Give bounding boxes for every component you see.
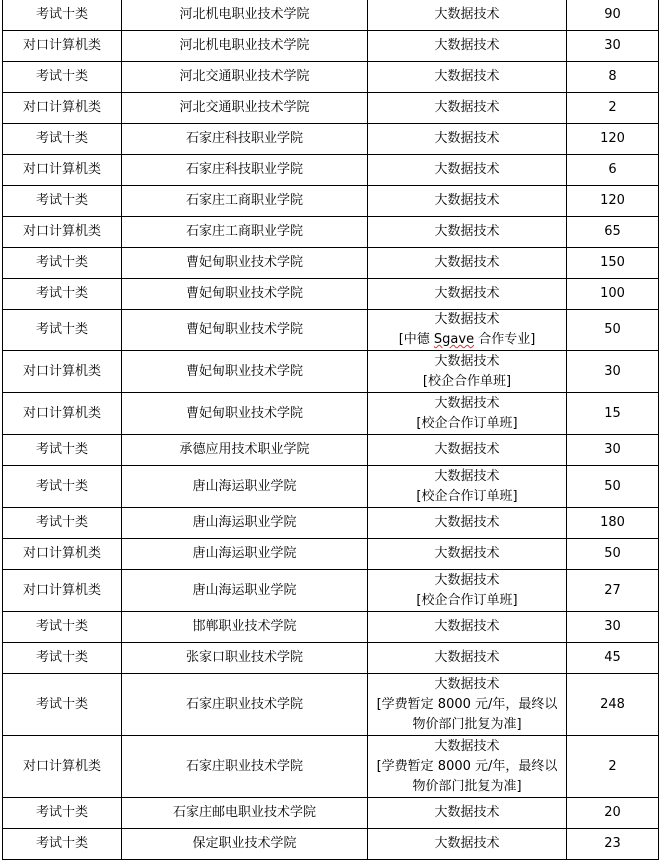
school-cell: 保定职业技术学院 bbox=[122, 829, 368, 860]
table-row bbox=[3, 279, 659, 310]
school-cell: 石家庄职业技术学院 bbox=[122, 736, 368, 798]
school-cell: 河北交通职业技术学院 bbox=[122, 62, 368, 93]
school-cell: 唐山海运职业学院 bbox=[122, 570, 368, 612]
major-note: [校企合作订单班] bbox=[416, 488, 518, 504]
table-row bbox=[3, 435, 659, 466]
count-cell: 150 bbox=[567, 248, 659, 279]
school-cell: 承德应用技术职业学院 bbox=[122, 435, 368, 466]
table-row bbox=[3, 393, 659, 435]
major-name: 大数据技术 bbox=[434, 515, 500, 530]
major-cell bbox=[368, 186, 567, 217]
category-cell: 考试十类 bbox=[3, 435, 122, 466]
category-cell: 考试十类 bbox=[3, 674, 122, 736]
major-name: 大数据技术 bbox=[434, 286, 500, 301]
major-note: [中德 Sgave 合作专业] bbox=[398, 332, 536, 347]
table-row bbox=[3, 674, 659, 736]
school-cell: 邯郸职业技术学院 bbox=[122, 612, 368, 643]
major-name: 大数据技术 bbox=[434, 353, 500, 369]
major-name: 大数据技术 bbox=[434, 619, 500, 634]
category-cell: 考试十类 bbox=[3, 829, 122, 860]
table-body bbox=[3, 0, 659, 860]
count-cell: 90 bbox=[567, 0, 659, 31]
category-cell: 考试十类 bbox=[3, 798, 122, 829]
table-row bbox=[3, 539, 659, 570]
count-cell: 120 bbox=[567, 186, 659, 217]
count-cell: 2 bbox=[567, 736, 659, 798]
major-cell bbox=[368, 393, 567, 435]
major-note: [学费暂定 8000 元/年，最终以 bbox=[376, 696, 558, 712]
count-cell: 30 bbox=[567, 31, 659, 62]
major-cell bbox=[368, 435, 567, 466]
table-row bbox=[3, 310, 659, 351]
table-row bbox=[3, 62, 659, 93]
major-name: 大数据技术 bbox=[434, 69, 500, 84]
major-cell bbox=[368, 674, 567, 736]
school-cell: 石家庄工商职业学院 bbox=[122, 217, 368, 248]
count-cell: 180 bbox=[567, 508, 659, 539]
major-cell bbox=[368, 612, 567, 643]
major-note: [校企合作单班] bbox=[422, 373, 512, 389]
count-cell: 2 bbox=[567, 93, 659, 124]
major-cell bbox=[368, 643, 567, 674]
school-cell: 曹妃甸职业技术学院 bbox=[122, 279, 368, 310]
category-cell: 对口计算机类 bbox=[3, 570, 122, 612]
school-cell: 曹妃甸职业技术学院 bbox=[122, 393, 368, 435]
school-cell: 河北机电职业技术学院 bbox=[122, 0, 368, 31]
count-cell: 27 bbox=[567, 570, 659, 612]
major-cell bbox=[368, 829, 567, 860]
major-cell bbox=[368, 124, 567, 155]
major-cell bbox=[368, 248, 567, 279]
major-cell bbox=[368, 0, 567, 31]
school-cell: 唐山海运职业学院 bbox=[122, 508, 368, 539]
category-cell: 考试十类 bbox=[3, 310, 122, 351]
count-cell: 20 bbox=[567, 798, 659, 829]
category-cell: 考试十类 bbox=[3, 0, 122, 31]
major-cell bbox=[368, 310, 567, 351]
major-cell bbox=[368, 155, 567, 186]
count-cell: 30 bbox=[567, 435, 659, 466]
major-cell bbox=[368, 798, 567, 829]
major-name: 大数据技术 bbox=[434, 650, 500, 665]
category-cell: 考试十类 bbox=[3, 279, 122, 310]
count-cell: 15 bbox=[567, 393, 659, 435]
category-cell: 考试十类 bbox=[3, 612, 122, 643]
category-cell: 对口计算机类 bbox=[3, 93, 122, 124]
category-cell: 考试十类 bbox=[3, 248, 122, 279]
major-name: 大数据技术 bbox=[434, 224, 500, 239]
major-cell bbox=[368, 62, 567, 93]
major-name: 大数据技术 bbox=[434, 312, 500, 327]
table-row bbox=[3, 643, 659, 674]
major-cell bbox=[368, 570, 567, 612]
school-cell: 曹妃甸职业技术学院 bbox=[122, 351, 368, 393]
category-cell: 考试十类 bbox=[3, 508, 122, 539]
major-cell bbox=[368, 736, 567, 798]
major-name: 大数据技术 bbox=[434, 442, 500, 457]
school-cell: 石家庄科技职业学院 bbox=[122, 124, 368, 155]
category-cell: 对口计算机类 bbox=[3, 351, 122, 393]
table-row bbox=[3, 570, 659, 612]
category-cell: 考试十类 bbox=[3, 124, 122, 155]
school-cell: 曹妃甸职业技术学院 bbox=[122, 310, 368, 351]
major-name: 大数据技术 bbox=[434, 100, 500, 115]
school-cell: 唐山海运职业学院 bbox=[122, 466, 368, 508]
major-cell bbox=[368, 31, 567, 62]
table-row bbox=[3, 466, 659, 508]
category-cell: 考试十类 bbox=[3, 466, 122, 508]
table-row bbox=[3, 829, 659, 860]
school-cell: 唐山海运职业学院 bbox=[122, 539, 368, 570]
table-row bbox=[3, 0, 659, 31]
major-cell bbox=[368, 508, 567, 539]
category-cell: 考试十类 bbox=[3, 643, 122, 674]
school-cell: 河北交通职业技术学院 bbox=[122, 93, 368, 124]
major-name: 大数据技术 bbox=[434, 131, 500, 146]
enrollment-table bbox=[2, 0, 659, 860]
count-cell: 248 bbox=[567, 674, 659, 736]
major-name: 大数据技术 bbox=[434, 836, 500, 851]
school-cell: 张家口职业技术学院 bbox=[122, 643, 368, 674]
table-row bbox=[3, 798, 659, 829]
table-row bbox=[3, 736, 659, 798]
count-cell: 120 bbox=[567, 124, 659, 155]
count-cell: 6 bbox=[567, 155, 659, 186]
table-row bbox=[3, 612, 659, 643]
school-cell: 石家庄科技职业学院 bbox=[122, 155, 368, 186]
major-name: 大数据技术 bbox=[434, 7, 500, 22]
major-name: 大数据技术 bbox=[434, 255, 500, 270]
major-note: 物价部门批复为准] bbox=[412, 778, 522, 794]
category-cell: 对口计算机类 bbox=[3, 393, 122, 435]
table-row bbox=[3, 217, 659, 248]
school-cell: 曹妃甸职业技术学院 bbox=[122, 248, 368, 279]
category-cell: 对口计算机类 bbox=[3, 539, 122, 570]
count-cell: 30 bbox=[567, 612, 659, 643]
major-note: [校企合作订单班] bbox=[416, 592, 518, 608]
major-name: 大数据技术 bbox=[434, 38, 500, 53]
major-cell bbox=[368, 279, 567, 310]
school-cell: 石家庄邮电职业技术学院 bbox=[122, 798, 368, 829]
major-note: 物价部门批复为准] bbox=[412, 716, 522, 732]
school-cell: 石家庄职业技术学院 bbox=[122, 674, 368, 736]
major-name: 大数据技术 bbox=[434, 572, 500, 588]
school-cell: 河北机电职业技术学院 bbox=[122, 31, 368, 62]
major-name: 大数据技术 bbox=[434, 468, 500, 484]
major-note: [学费暂定 8000 元/年，最终以 bbox=[376, 758, 558, 774]
major-cell bbox=[368, 217, 567, 248]
table-row bbox=[3, 124, 659, 155]
major-name: 大数据技术 bbox=[434, 162, 500, 177]
major-name: 大数据技术 bbox=[434, 395, 500, 411]
major-note: [校企合作订单班] bbox=[416, 415, 518, 431]
count-cell: 50 bbox=[567, 310, 659, 351]
table-row bbox=[3, 508, 659, 539]
major-name: 大数据技术 bbox=[434, 193, 500, 208]
table-row bbox=[3, 248, 659, 279]
table-row bbox=[3, 93, 659, 124]
count-cell: 45 bbox=[567, 643, 659, 674]
count-cell: 65 bbox=[567, 217, 659, 248]
count-cell: 23 bbox=[567, 829, 659, 860]
major-cell bbox=[368, 93, 567, 124]
category-cell: 对口计算机类 bbox=[3, 736, 122, 798]
count-cell: 8 bbox=[567, 62, 659, 93]
category-cell: 对口计算机类 bbox=[3, 155, 122, 186]
major-name: 大数据技术 bbox=[434, 738, 500, 754]
major-name: 大数据技术 bbox=[434, 546, 500, 561]
table-row bbox=[3, 186, 659, 217]
category-cell: 对口计算机类 bbox=[3, 31, 122, 62]
major-name: 大数据技术 bbox=[434, 676, 500, 692]
major-cell bbox=[368, 466, 567, 508]
count-cell: 100 bbox=[567, 279, 659, 310]
major-cell bbox=[368, 351, 567, 393]
school-cell: 石家庄工商职业学院 bbox=[122, 186, 368, 217]
category-cell: 对口计算机类 bbox=[3, 217, 122, 248]
count-cell: 50 bbox=[567, 466, 659, 508]
major-cell bbox=[368, 539, 567, 570]
table-row bbox=[3, 155, 659, 186]
category-cell: 考试十类 bbox=[3, 62, 122, 93]
count-cell: 50 bbox=[567, 539, 659, 570]
count-cell: 30 bbox=[567, 351, 659, 393]
major-name: 大数据技术 bbox=[434, 805, 500, 820]
table-row bbox=[3, 31, 659, 62]
category-cell: 考试十类 bbox=[3, 186, 122, 217]
table-row bbox=[3, 351, 659, 393]
